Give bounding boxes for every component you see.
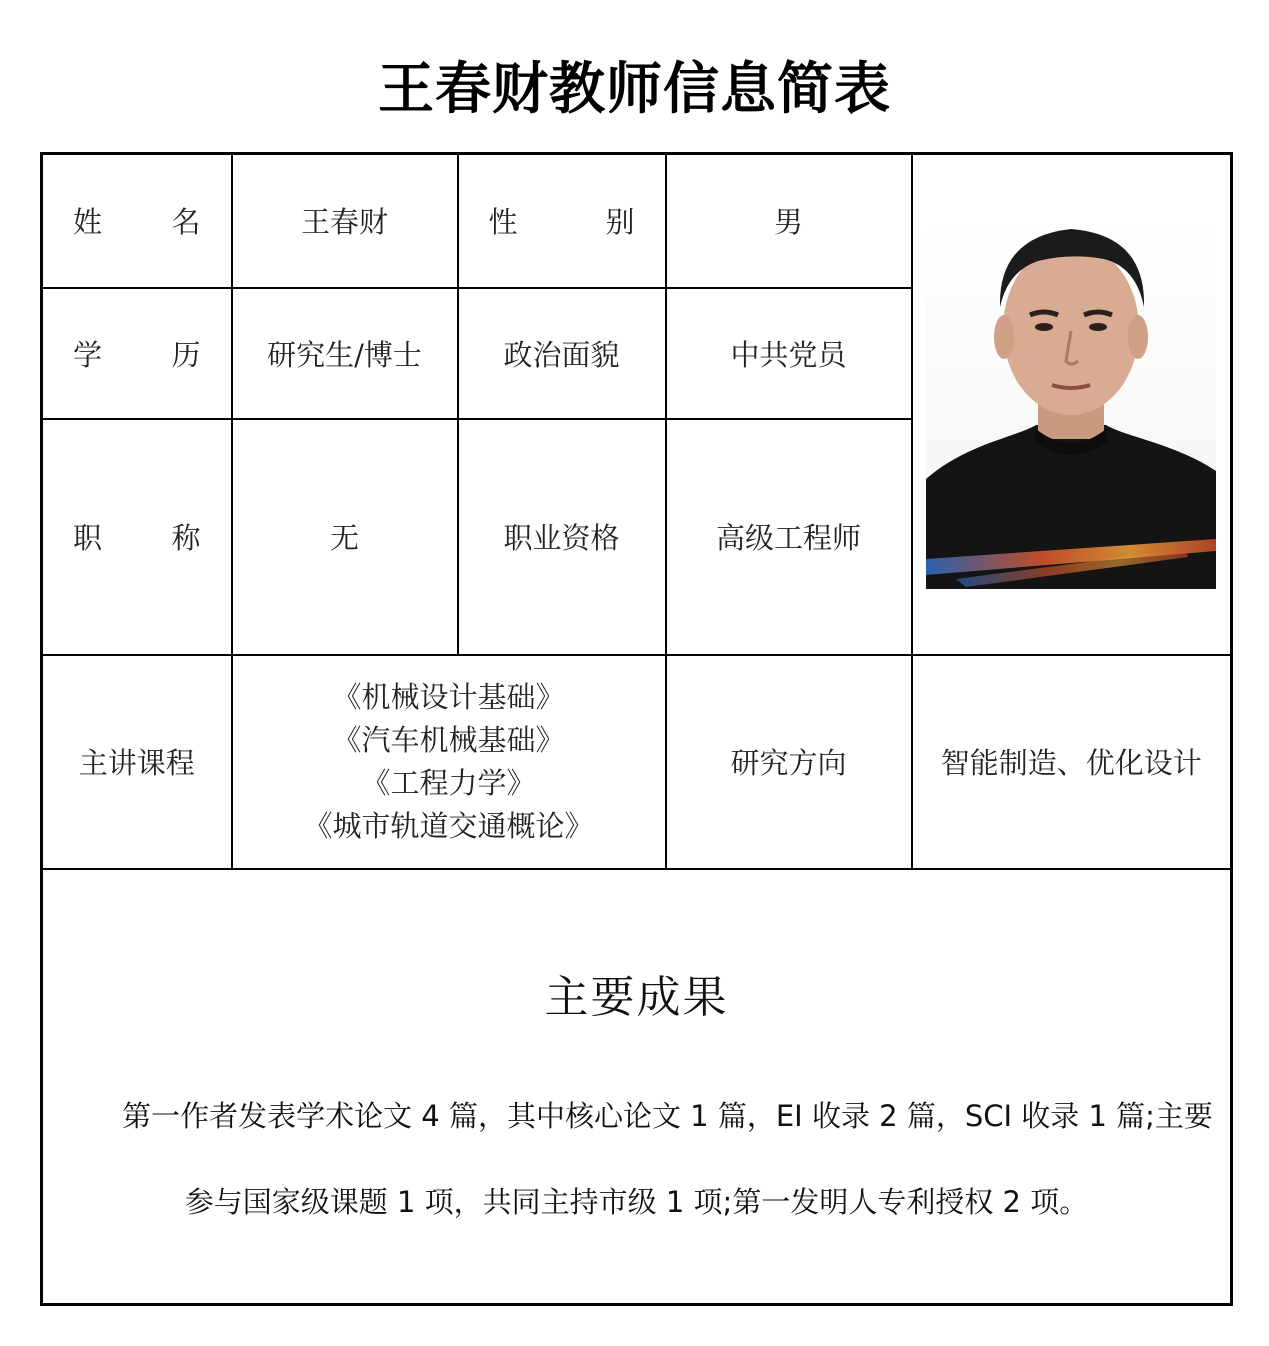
achievements-cell — [42, 869, 1232, 1305]
photo-cell — [912, 154, 1232, 655]
name-label-char-2: 名 — [171, 205, 201, 240]
course-item: 《城市轨道交通概论》 — [303, 808, 594, 843]
rank-label-char-1: 职 — [73, 521, 103, 555]
qualification-label: 职业资格 — [458, 419, 666, 655]
politics-value: 中共党员 — [666, 288, 912, 419]
name-label-char-1: 姓 — [73, 205, 103, 240]
table-row — [42, 655, 1232, 869]
portrait-image — [926, 219, 1216, 589]
research-label: 研究方向 — [666, 655, 912, 869]
achievements-text: 第一作者发表学术论文 4 篇，其中核心论文 1 篇，EI 收录 2 篇，SCI 收录 1 篇;主要参与国家级课题 1 项，共同主持市级 1 项;第一发明人专利授权 2 项。 — [122, 1099, 1213, 1220]
gender-label — [458, 154, 666, 288]
rank-value: 无 — [232, 419, 458, 655]
table-row — [42, 869, 1232, 1305]
gender-label-char-1: 性 — [488, 205, 518, 240]
course-item: 《机械设计基础》 — [332, 679, 565, 714]
research-value: 智能制造、优化设计 — [912, 655, 1232, 869]
teacher-info-table — [40, 152, 1233, 1306]
politics-label: 政治面貌 — [458, 288, 666, 419]
courses-label: 主讲课程 — [42, 655, 232, 869]
education-value: 研究生/博士 — [232, 288, 458, 419]
gender-label-char-2: 别 — [605, 205, 635, 240]
education-label-char-1: 学 — [73, 337, 103, 372]
teacher-photo — [926, 219, 1216, 589]
gender-value: 男 — [666, 154, 912, 288]
courses-list — [232, 655, 666, 869]
education-label — [42, 288, 232, 419]
page-title: 王春财教师信息简表 — [378, 57, 891, 122]
course-item: 《汽车机械基础》 — [332, 722, 565, 757]
education-label-char-2: 历 — [171, 337, 201, 372]
rank-label — [42, 419, 232, 655]
table-row — [42, 154, 1232, 288]
name-value: 王春财 — [232, 154, 458, 288]
name-label — [42, 154, 232, 288]
rank-label-char-2: 称 — [171, 521, 201, 555]
course-item: 《工程力学》 — [361, 765, 536, 800]
qualification-value: 高级工程师 — [666, 419, 912, 655]
achievements-heading: 主要成果 — [544, 972, 729, 1024]
